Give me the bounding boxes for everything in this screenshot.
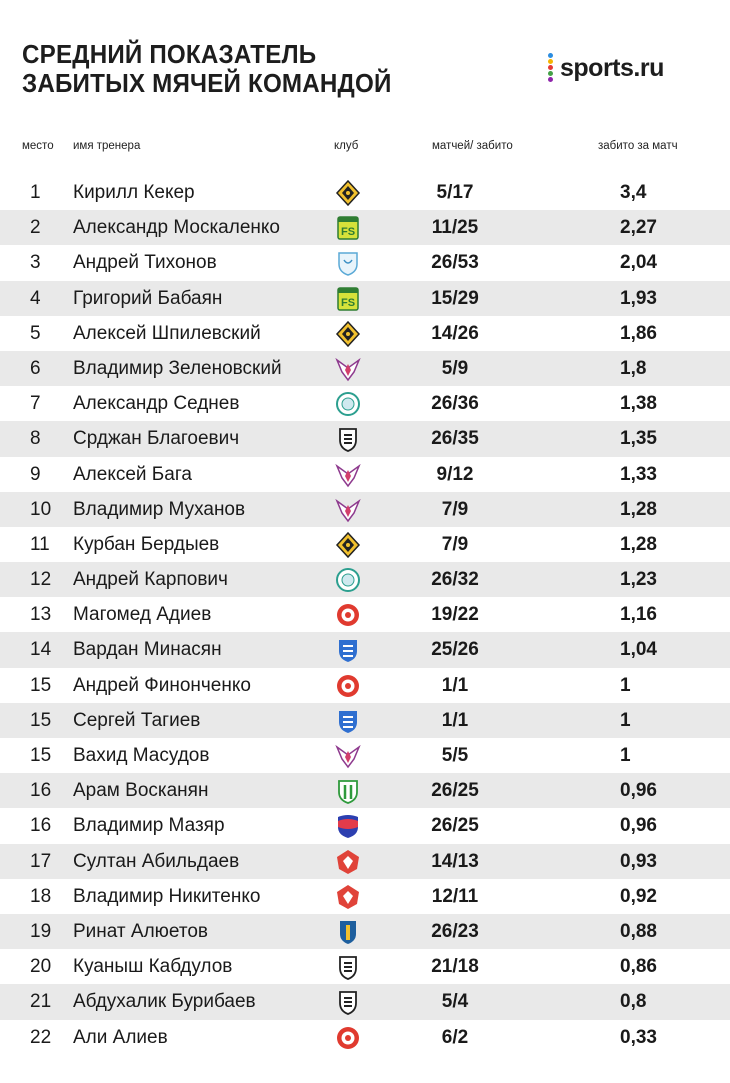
- tobol-crest-icon: [335, 286, 361, 312]
- row-goals-per-match: 1,16: [620, 604, 657, 626]
- astana-crest-icon: [335, 250, 361, 276]
- coach-table: [0, 175, 730, 1055]
- row-coach-name: Владимир Мазяр: [73, 815, 225, 837]
- row-goals-per-match: 1,38: [620, 393, 657, 415]
- row-matches-goals: 1/1: [441, 674, 469, 696]
- row-place: 20: [30, 956, 52, 978]
- row-coach-name: Срджан Благоевич: [73, 428, 240, 450]
- header-matches-goals: матчей/ забито: [432, 140, 513, 152]
- row-matches-goals: 26/25: [431, 780, 479, 802]
- table-row: [0, 351, 730, 386]
- row-goals-per-match: 1,04: [620, 639, 657, 661]
- taraz-crest-icon: [335, 813, 361, 839]
- atyrau-crest-icon: [335, 778, 361, 804]
- logo-dots-icon: [548, 53, 554, 83]
- kairat-crest-icon: [335, 180, 361, 206]
- row-coach-name: Арам Восканян: [73, 780, 209, 802]
- row-goals-per-match: 0,93: [620, 850, 657, 872]
- irtysh-crest-icon: [335, 708, 361, 734]
- row-matches-goals: 19/22: [431, 604, 479, 626]
- row-matches-goals: 15/29: [431, 287, 479, 309]
- row-goals-per-match: 0,33: [620, 1026, 657, 1048]
- shakhter-crest-icon: [335, 989, 361, 1015]
- row-place: 15: [30, 709, 52, 731]
- kaisar-crest-icon: [335, 1025, 361, 1051]
- row-coach-name: Владимир Муханов: [73, 498, 246, 520]
- row-matches-goals: 26/32: [431, 569, 479, 591]
- row-place: 21: [30, 991, 52, 1013]
- table-row: [0, 597, 730, 632]
- row-coach-name: Ринат Алюетов: [73, 920, 209, 942]
- row-coach-name: Александр Седнев: [73, 393, 240, 415]
- row-place: 12: [30, 569, 52, 591]
- row-matches-goals: 5/17: [436, 182, 474, 203]
- row-goals-per-match: 1,33: [620, 463, 657, 485]
- table-row: [0, 421, 730, 456]
- row-coach-name: Вахид Масудов: [73, 745, 210, 766]
- table-row: [0, 457, 730, 492]
- row-matches-goals: 11/25: [431, 217, 479, 239]
- row-coach-name: Сергей Тагиев: [73, 709, 201, 731]
- row-place: 8: [30, 428, 41, 450]
- table-row: [0, 984, 730, 1019]
- table-row: [0, 668, 730, 703]
- row-place: 15: [30, 674, 52, 696]
- row-place: 6: [30, 357, 41, 379]
- row-matches-goals: 6/2: [441, 1026, 469, 1048]
- row-place: 1: [30, 182, 41, 203]
- row-matches-goals: 26/35: [431, 428, 479, 450]
- shakhter-crest-icon: [335, 954, 361, 980]
- table-row: [0, 1020, 730, 1055]
- shakhter-crest-icon: [335, 426, 361, 452]
- row-goals-per-match: 1,35: [620, 428, 657, 450]
- row-coach-name: Абдухалик Бурибаев: [73, 991, 256, 1013]
- row-goals-per-match: 1,23: [620, 569, 657, 591]
- row-place: 17: [30, 850, 52, 872]
- row-matches-goals: 14/26: [431, 322, 479, 344]
- row-coach-name: Али Алиев: [73, 1026, 168, 1048]
- row-coach-name: Андрей Карпович: [73, 569, 228, 591]
- row-matches-goals: 12/11: [431, 885, 479, 907]
- row-matches-goals: 7/9: [441, 533, 469, 555]
- table-row: [0, 316, 730, 351]
- row-matches-goals: 5/9: [441, 357, 469, 379]
- header-name: имя тренера: [73, 140, 141, 152]
- row-goals-per-match: 0,8: [620, 991, 647, 1013]
- row-coach-name: Султан Абильдаев: [73, 850, 240, 872]
- row-place: 3: [30, 252, 41, 274]
- logo-text: sports.ru: [560, 53, 664, 82]
- table-row: [0, 245, 730, 280]
- row-coach-name: Куаныш Кабдулов: [73, 956, 233, 978]
- row-place: 13: [30, 604, 52, 626]
- row-matches-goals: 26/23: [431, 920, 479, 942]
- table-row: [0, 562, 730, 597]
- row-matches-goals: 1/1: [441, 709, 469, 731]
- kaisar-crest-icon: [335, 673, 361, 699]
- row-coach-name: Курбан Бердыев: [73, 533, 220, 555]
- table-row: [0, 738, 730, 773]
- irtysh-crest-icon: [335, 637, 361, 663]
- row-place: 10: [30, 498, 52, 520]
- kairat-crest-icon: [335, 321, 361, 347]
- row-goals-per-match: 1: [620, 674, 631, 696]
- row-goals-per-match: 3,4: [620, 182, 647, 203]
- row-coach-name: Алексей Шпилевский: [73, 322, 261, 344]
- row-goals-per-match: 1,86: [620, 322, 657, 344]
- row-goals-per-match: 0,86: [620, 956, 657, 978]
- svg-text:FS: FS: [340, 226, 356, 239]
- row-place: 15: [30, 745, 52, 766]
- header-place: место: [22, 140, 54, 152]
- table-row: [0, 808, 730, 843]
- row-matches-goals: 26/25: [431, 815, 479, 837]
- row-place: 16: [30, 815, 52, 837]
- row-place: 16: [30, 780, 52, 802]
- row-coach-name: Андрей Тихонов: [73, 252, 217, 274]
- row-matches-goals: 5/5: [441, 745, 469, 766]
- svg-text:FS: FS: [340, 296, 356, 309]
- row-coach-name: Владимир Никитенко: [73, 885, 261, 907]
- zhetysu-crest-icon: [335, 849, 361, 875]
- row-coach-name: Кирилл Кекер: [73, 182, 195, 203]
- title-line-2: ЗАБИТЫХ МЯЧЕЙ КОМАНДОЙ: [22, 68, 392, 98]
- row-coach-name: Алексей Бага: [73, 463, 192, 485]
- page-title: [22, 40, 392, 98]
- tobol-crest-icon: [335, 215, 361, 241]
- aktobe-crest-icon: [335, 497, 361, 523]
- table-row: [0, 773, 730, 808]
- row-goals-per-match: 1,8: [620, 357, 647, 379]
- ordabasy-crest-icon: [335, 391, 361, 417]
- row-goals-per-match: 1,28: [620, 498, 657, 520]
- table-row: [0, 914, 730, 949]
- row-goals-per-match: 1: [620, 709, 631, 731]
- row-coach-name: Вардан Минасян: [73, 639, 222, 661]
- row-goals-per-match: 0,96: [620, 815, 657, 837]
- row-place: 18: [30, 885, 52, 907]
- table-row: [0, 949, 730, 984]
- zhetysu-crest-icon: [335, 884, 361, 910]
- header-club: клуб: [334, 140, 359, 152]
- ordabasy-crest-icon: [335, 567, 361, 593]
- row-coach-name: Магомед Адиев: [73, 604, 212, 626]
- row-coach-name: Григорий Бабаян: [73, 287, 223, 309]
- table-row: [0, 844, 730, 879]
- row-goals-per-match: 0,88: [620, 920, 657, 942]
- row-matches-goals: 26/53: [431, 252, 479, 274]
- table-row: [0, 175, 730, 210]
- row-place: 9: [30, 463, 41, 485]
- kaisar-crest-icon: [335, 602, 361, 628]
- kairat-crest-icon: [335, 532, 361, 558]
- aktobe-crest-icon: [335, 743, 361, 769]
- row-matches-goals: 7/9: [441, 498, 469, 520]
- aktobe-crest-icon: [335, 462, 361, 488]
- table-row: [0, 527, 730, 562]
- okzhetpes-crest-icon: [335, 919, 361, 945]
- row-place: 22: [30, 1026, 52, 1048]
- row-matches-goals: 26/36: [431, 393, 479, 415]
- aktobe-crest-icon: [335, 356, 361, 382]
- table-row: [0, 210, 730, 245]
- header-per-match: забито за матч: [598, 140, 678, 152]
- row-coach-name: Андрей Финонченко: [73, 674, 251, 696]
- row-goals-per-match: 2,04: [620, 252, 657, 274]
- table-row: [0, 492, 730, 527]
- table-row: [0, 632, 730, 667]
- table-row: [0, 386, 730, 421]
- sports-ru-logo: [548, 52, 664, 84]
- row-goals-per-match: 1: [620, 745, 631, 766]
- row-place: 19: [30, 920, 52, 942]
- table-header: [0, 140, 730, 156]
- row-matches-goals: 25/26: [431, 639, 479, 661]
- row-coach-name: Александр Москаленко: [73, 217, 280, 239]
- row-matches-goals: 14/13: [431, 850, 479, 872]
- row-matches-goals: 21/18: [431, 956, 479, 978]
- row-place: 5: [30, 322, 41, 344]
- row-place: 2: [30, 217, 41, 239]
- row-place: 14: [30, 639, 52, 661]
- row-coach-name: Владимир Зеленовский: [73, 357, 282, 379]
- row-matches-goals: 9/12: [436, 463, 474, 485]
- row-matches-goals: 5/4: [441, 991, 469, 1013]
- row-goals-per-match: 0,92: [620, 885, 657, 907]
- row-goals-per-match: 1,28: [620, 533, 657, 555]
- table-row: [0, 281, 730, 316]
- row-goals-per-match: 1,93: [620, 287, 657, 309]
- title-line-1: СРЕДНИЙ ПОКАЗАТЕЛЬ: [22, 39, 317, 69]
- table-row: [0, 703, 730, 738]
- table-row: [0, 879, 730, 914]
- row-goals-per-match: 2,27: [620, 217, 657, 239]
- row-place: 7: [30, 393, 41, 415]
- row-place: 11: [30, 533, 50, 555]
- row-place: 4: [30, 287, 41, 309]
- row-goals-per-match: 0,96: [620, 780, 657, 802]
